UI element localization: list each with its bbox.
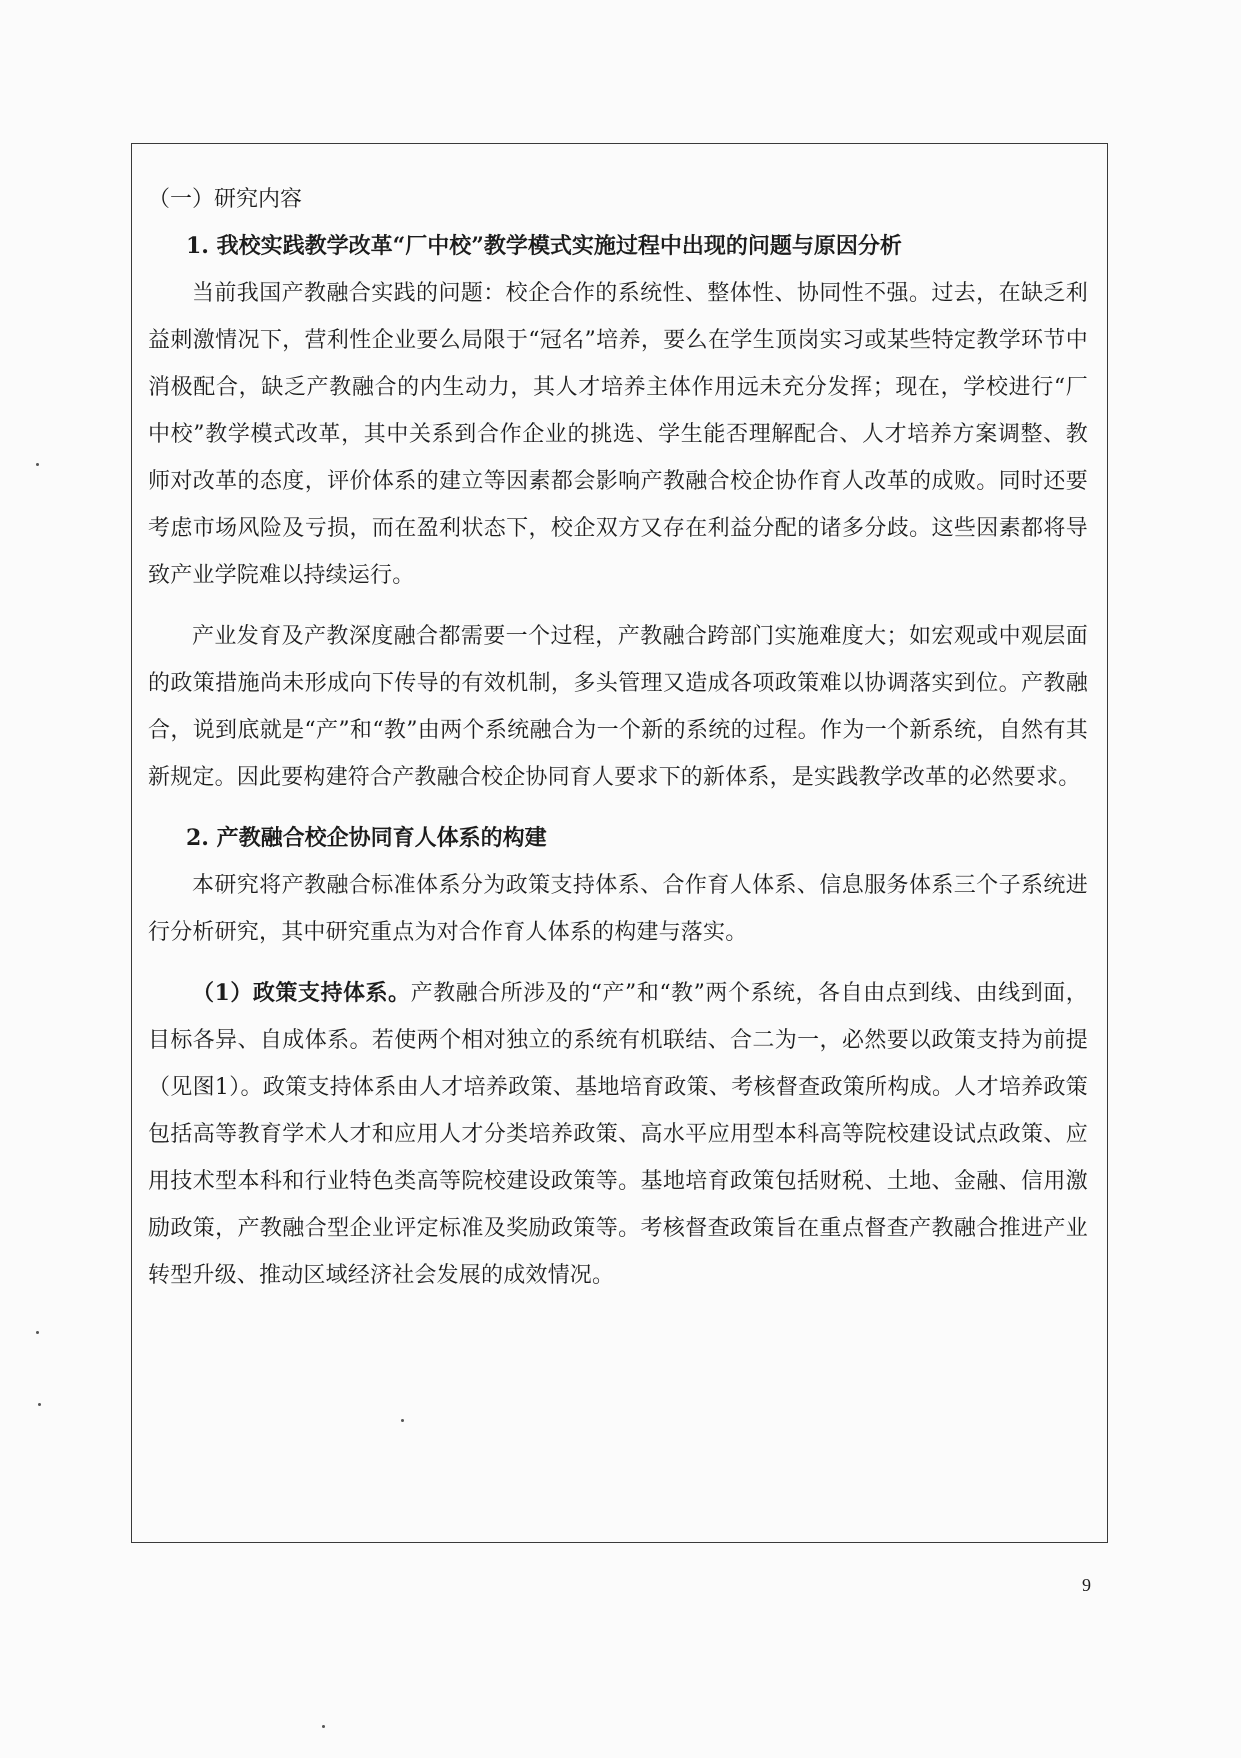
page-number: 9 <box>1082 1575 1091 1595</box>
paragraph-gap <box>148 956 1088 970</box>
part1-paragraph-2: 产业发育及产教深度融合都需要一个过程，产教融合跨部门实施难度大；如宏观或中观层面的政策措施尚未形成向下传导的有效机制，多头管理又造成各项政策难以协调落实到位。产教融合，说到底就是“产”和“教”由两个系统融合为一个新的系统的过程。作为一个新系统，自然有其新规定。因此要构建符合产教融合校企协同育人要求下的新体系，是实践教学改革的必然要求。 <box>148 624 1088 790</box>
part2-heading: 2. 产教融合校企协同育人体系的构建 <box>186 825 547 851</box>
subsection-1-text: 产教融合所涉及的“产”和“教”两个系统，各自由点到线、由线到面，目标各异、自成体系。若使两个相对独立的系统有机联结、合二为一，必然要以政策支持为前提（见图1）。政策支持体系由人才培养政策、基地培育政策、考核督查政策所构成。人才培养政策包括高等教育学术人才和应用人才分类培养政策、高水平应用型本科高等院校建设试点政策、应用技术型本科和行业特色类高等院校建设政策等。基地培育政策包括财税、土地、金融、信用激励政策，产教融合型企业评定标准及奖励政策等。考核督查政策旨在重点督查产教融合推进产业转型升级、推动区域经济社会发展的成效情况。 <box>148 981 1089 1288</box>
part2-paragraph-1: 本研究将产教融合标准体系分为政策支持体系、合作育人体系、信息服务体系三个子系统进行分析研究，其中研究重点为对合作育人体系的构建与落实。 <box>148 873 1088 945</box>
paragraph-gap <box>148 599 1088 613</box>
scan-speck <box>401 1419 404 1422</box>
scan-speck <box>36 463 39 466</box>
document-body <box>148 176 1088 1299</box>
scan-speck <box>38 1403 41 1406</box>
scan-speck <box>36 1331 39 1334</box>
section-title: （一）研究内容 <box>148 187 303 212</box>
scan-speck <box>322 1725 325 1728</box>
part1-heading: 1. 我校实践教学改革“厂中校”教学模式实施过程中出现的问题与原因分析 <box>186 233 902 259</box>
subsection-1-label: （1）政策支持体系。 <box>192 980 411 1006</box>
paragraph-gap <box>148 801 1088 815</box>
part1-paragraph-1: 当前我国产教融合实践的问题：校企合作的系统性、整体性、协同性不强。过去，在缺乏利益刺激情况下，营利性企业要么局限于“冠名”培养，要么在学生顶岗实习或某些特定教学环节中消极配合，缺乏产教融合的内生动力，其人才培养主体作用远未充分发挥；现在，学校进行“厂中校”教学模式改革，其中关系到合作企业的挑选、学生能否理解配合、人才培养方案调整、教师对改革的态度，评价体系的建立等因素都会影响产教融合校企协作育人改革的成败。同时还要考虑市场风险及亏损，而在盈利状态下，校企双方又存在利益分配的诸多分歧。这些因素都将导致产业学院难以持续运行。 <box>148 281 1088 588</box>
part2-subsection-1 <box>148 970 1088 1299</box>
